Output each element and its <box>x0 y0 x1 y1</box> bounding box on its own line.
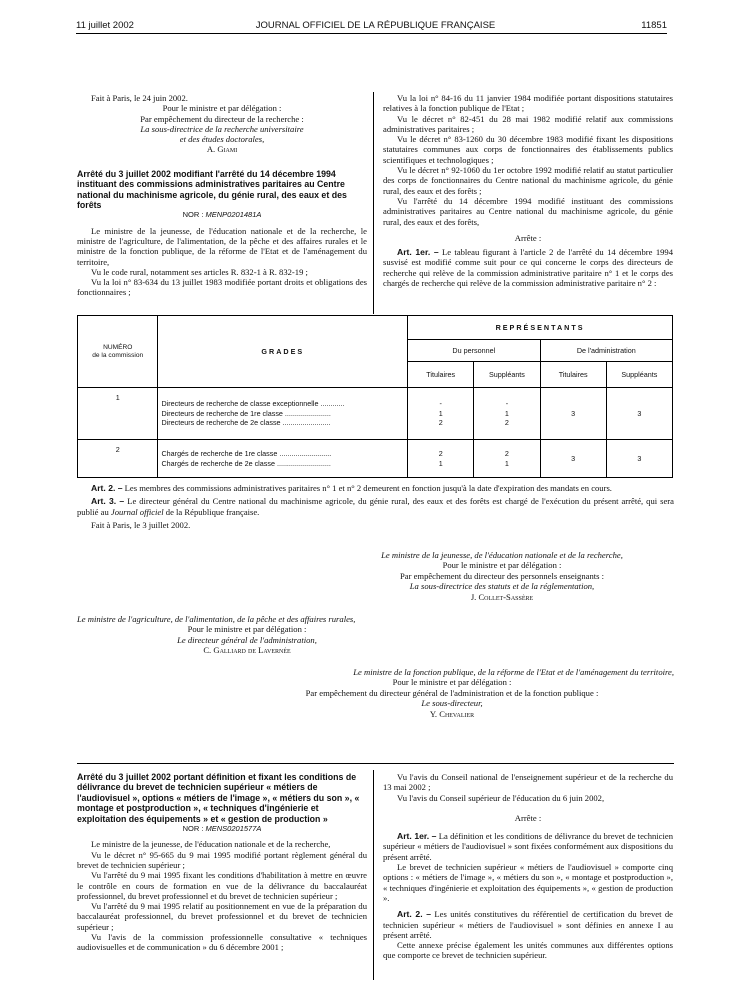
paragraph: Vu le décret n° 95-665 du 9 mai 1995 modifié portant règlement général du brevet de technicien supérieur ; <box>77 849 367 870</box>
suppleants-administration: 3 <box>606 388 672 440</box>
suppleants-administration: 3 <box>606 440 672 478</box>
header-representants: REPRÉSENTANTS <box>408 316 673 340</box>
paragraph: Vu l'arrêté du 14 décembre 1994 modifié instituant des commissions administratives paritaires au Centre national du machinisme agricole, du génie rural, des eaux et des forêts, <box>383 195 673 227</box>
arrete-heading: Arrête : <box>514 812 542 823</box>
article-3: Art. 3. – Le directeur général du Centre national du machinisme agricole, du génie rural, des eaux et des forêts est chargé de l'exécution du présent arrêté, qui sera publié au Journal officiel de la République française. <box>77 496 674 517</box>
paragraph: Le ministre de la jeunesse, de l'éducation nationale et de la recherche, <box>91 839 331 850</box>
commissions-table <box>77 315 673 478</box>
header-suppleants: Suppléants <box>606 362 672 388</box>
paragraph: Vu la loi n° 83-634 du 13 juillet 1983 modifiée portant droits et obligations des fonctionnaires ; <box>77 277 367 298</box>
paragraph: Cette annexe précise également les unités communes aux différentes options que comporte ce brevet de technicien supérieur. <box>383 940 673 961</box>
commission-number: 2 <box>78 440 158 478</box>
suppleants-personnel: 2 1 <box>474 440 540 478</box>
paragraph: Vu le code rural, notamment ses articles R. 832-1 à R. 832-19 ; <box>91 266 308 277</box>
column-top-right <box>383 93 673 288</box>
articles-after-table <box>77 483 674 531</box>
grades-cell: Chargés de recherche de 1re classe .......................... Chargés de recherche de 2e classe ........................... <box>158 440 408 478</box>
signature-name: A. Giami <box>206 144 238 155</box>
paragraph: Vu le décret n° 82-451 du 28 mai 1982 modifié relatif aux commissions administratives paritaires ; <box>383 113 673 134</box>
commission-number: 1 <box>78 388 158 440</box>
header-titulaires: Titulaires <box>540 362 606 388</box>
grades-cell: Directeurs de recherche de classe exceptionnelle ............ Directeurs de recherche de 1re classe ....................... Directeurs de recherche de 2e classe ........................ <box>158 388 408 440</box>
paragraph: Le ministre de la jeunesse, de l'éducation nationale et de la recherche, le ministre de l'agriculture, de l'alimentation, de la pêche et des affaires rurales et le ministre de la fonction publique, de la réforme de l'Etat et de l'aménagement du territoire, <box>77 225 367 267</box>
header-grades: GRADES <box>158 316 408 388</box>
header-date: 11 juillet 2002 <box>76 20 134 31</box>
signature-block-education: Le ministre de la jeunesse, de l'éducation nationale et de la recherche, Pour le ministre et par délégation : Par empêchement du directeur des personnels enseignants : La sous-directrice des statuts et de la réglementation, J. Collet-Sassère <box>381 550 623 602</box>
arrete-heading: Arrête : <box>514 232 542 243</box>
table-row <box>78 388 673 440</box>
paragraph: Vu l'avis du Conseil supérieur de l'éducation du 6 juin 2002, <box>397 792 605 803</box>
signature-date: Fait à Paris, le 3 juillet 2002. <box>91 520 191 531</box>
signature-block-fonction-publique: Le ministre de la fonction publique, de la réforme de l'Etat et de l'aménagement du territoire, Pour le ministre et par délégation : Par empêchement du directeur général de l'administration et de la fonction publique : Le sous-directeur, Y. Chevalier <box>305 667 674 719</box>
signature-block-agriculture: Le ministre de l'agriculture, de l'alimentation, de la pêche et des affaires rurales, Pour le ministre et par délégation : Le directeur général de l'administration, C. Galliard de Lavernée <box>77 614 356 656</box>
header-du-personnel: Du personnel <box>408 340 540 362</box>
article-2: Art. 2. – Les membres des commissions administratives paritaires n° 1 et n° 2 demeurent en fonction jusqu'à la date d'expiration des mandats en cours. <box>91 483 612 493</box>
header-numero: NUMÉRO de la commission <box>78 316 158 388</box>
arrete-title: Arrêté du 3 juillet 2002 modifiant l'arrêté du 14 décembre 1994 instituant des commissions administratives paritaires au Centre national du machinisme agricole, du génie rural, des eaux et des forêts <box>77 168 347 210</box>
header-title: JOURNAL OFFICIEL DE LA RÉPUBLIQUE FRANÇAISE <box>255 20 496 31</box>
column-bottom-right <box>383 772 673 961</box>
article-1: Art. 1er. – Le tableau figurant à l'article 2 de l'arrêté du 14 décembre 1994 susvisé est modifié comme suit pour ce qui concerne le corps des directeurs de recherche qui relève de la commission administrative paritaire n° 1 et le corps des chargés de recherche qui relève de la commission administrative paritaire n° 2 : <box>383 247 674 289</box>
nor-reference: NOR : MENS0201577A <box>182 824 262 834</box>
header-suppleants: Suppléants <box>474 362 540 388</box>
paragraph: Vu l'avis du Conseil national de l'enseignement supérieur et de la recherche du 13 mai 2002 ; <box>383 772 673 793</box>
arrete-title: Arrêté du 3 juillet 2002 portant définition et fixant les conditions de délivrance du brevet de technicien supérieur « métiers de l'audiovisuel », options « métiers de l'image », « métiers du son », « montage et postproduction », « techniques d'ingénierie et exploitation des équipements » et « gestion de production » <box>77 772 360 824</box>
paragraph: Vu l'arrêté du 9 mai 1995 fixant les conditions d'habilitation à mettre en œuvre le contrôle en cours de formation en vue de la délivrance du baccalauréat professionnel, du brevet professionnel et du brevet de technicien supérieur ; <box>77 870 367 901</box>
column-top-left <box>77 93 367 298</box>
table-row <box>78 440 673 478</box>
titulaires-personnel: - 1 2 <box>408 388 474 440</box>
signature-function-line-2: et des études doctorales, <box>179 134 265 145</box>
titulaires-administration: 3 <box>540 440 606 478</box>
paragraph: Vu la loi n° 84-16 du 11 janvier 1984 modifiée portant dispositions statutaires relatives à la fonction publique de l'Etat ; <box>383 93 673 114</box>
header-page-number: 11851 <box>641 20 667 31</box>
article-1: Art. 1er. – La définition et les conditions de délivrance du brevet de technicien supérieur « métiers de l'audiovisuel » sont fixées conformément aux dispositions du présent arrêté. <box>383 831 673 862</box>
suppleants-personnel: - 1 2 <box>474 388 540 440</box>
titulaires-personnel: 2 1 <box>408 440 474 478</box>
signature-delegation: Pour le ministre et par délégation : <box>162 103 282 114</box>
signature-function-line-1: La sous-directrice de la recherche universitaire <box>140 123 304 134</box>
article-2: Art. 2. – Les unités constitutives du référentiel de certification du brevet de technicien supérieur « métiers de l'audiovisuel » sont définies en annexe I au présent arrêté. <box>383 909 673 940</box>
column-bottom-left <box>77 758 367 953</box>
paragraph: Vu le décret n° 92-1060 du 1er octobre 1992 modifié relatif au statut particulier des corps de fonctionnaires du Centre national du machinisme agricole, du génie rural, des eaux et des forêts ; <box>383 165 673 196</box>
header-administration: De l'administration <box>540 340 672 362</box>
signature-date: Fait à Paris, le 24 juin 2002. <box>91 93 188 103</box>
column-divider-top <box>373 92 374 314</box>
nor-reference: NOR : MENP0201481A <box>182 210 262 220</box>
titulaires-administration: 3 <box>540 388 606 440</box>
paragraph: Le brevet de technicien supérieur « métiers de l'audiovisuel » comporte cinq options : « métiers de l'image », « métiers du son », « montage et postproduction », « techniques d'ingénierie et exploitation des équipements », « gestion de production ». <box>383 862 673 903</box>
signature-empechement: Par empêchement du directeur de la recherche : <box>140 113 304 124</box>
paragraph: Vu le décret n° 83-1260 du 30 décembre 1983 modifié fixant les dispositions statutaires communes aux corps de fonctionnaires des établissements publics scientifiques et technologiques ; <box>383 134 673 165</box>
header-titulaires: Titulaires <box>408 362 474 388</box>
header-rule <box>76 33 667 34</box>
column-divider-bottom <box>373 770 374 980</box>
paragraph: Vu l'avis de la commission professionnelle consultative « techniques audiovisuelles et de communication » du 6 décembre 2001 ; <box>77 932 367 953</box>
paragraph: Vu l'arrêté du 9 mai 1995 relatif au positionnement en vue de la préparation du baccalauréat professionnel, du brevet professionnel et du brevet de technicien supérieur ; <box>77 901 367 932</box>
